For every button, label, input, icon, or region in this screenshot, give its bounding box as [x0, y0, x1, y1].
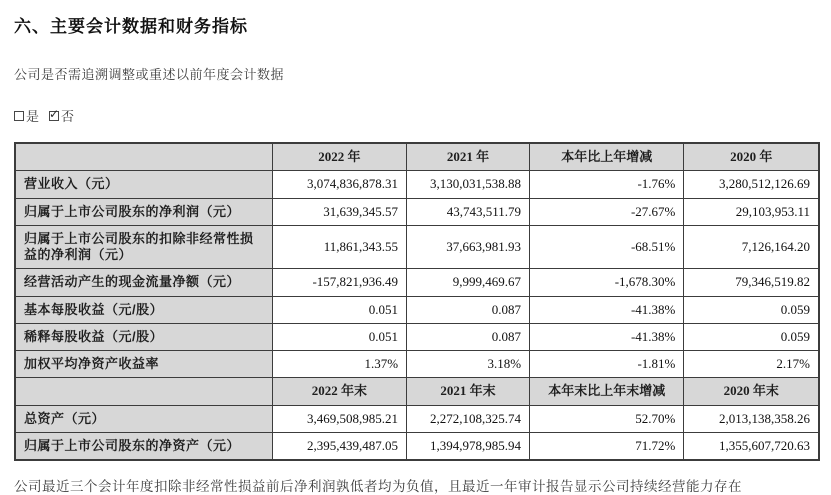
value-change: -1.76% [530, 171, 684, 198]
table-row [15, 296, 819, 323]
value-2021: 3.18% [407, 351, 530, 378]
value-2022: 31,639,345.57 [272, 198, 406, 225]
value-2021: 0.087 [407, 323, 530, 350]
value-2021: 2,272,108,325.74 [407, 405, 530, 432]
value-2022: 0.051 [272, 323, 406, 350]
value-change: 52.70% [530, 405, 684, 432]
value-2020: 0.059 [684, 296, 819, 323]
table-header-row-annual [15, 143, 819, 171]
value-2021: 3,130,031,538.88 [407, 171, 530, 198]
header-blank [15, 143, 272, 171]
financial-indicators-table [14, 142, 820, 461]
value-2020: 0.059 [684, 323, 819, 350]
value-2022: 3,469,508,985.21 [272, 405, 406, 432]
header-2021-end: 2021 年末 [407, 378, 530, 405]
table-row [15, 405, 819, 432]
table-row [15, 269, 819, 296]
row-label: 经营活动产生的现金流量净额（元） [15, 269, 272, 296]
value-2022: -157,821,936.49 [272, 269, 406, 296]
value-change: -1.81% [530, 351, 684, 378]
header-2022: 2022 年 [272, 143, 406, 171]
table-row [15, 323, 819, 350]
value-2022: 11,861,343.55 [272, 225, 406, 269]
row-label: 稀释每股收益（元/股） [15, 323, 272, 350]
header-2020: 2020 年 [684, 143, 819, 171]
value-2020: 2,013,138,358.26 [684, 405, 819, 432]
table-row [15, 171, 819, 198]
footnote-text: 公司最近三个会计年度扣除非经常性损益前后净利润孰低者均为负值，且最近一年审计报告显示公司持续经营能力存在 [14, 479, 742, 494]
header-2022-end: 2022 年末 [272, 378, 406, 405]
value-2021: 1,394,978,985.94 [407, 432, 530, 460]
checkbox-no-label: 否 [61, 109, 75, 124]
value-2021: 43,743,511.79 [407, 198, 530, 225]
value-2021: 0.087 [407, 296, 530, 323]
value-change: -41.38% [530, 296, 684, 323]
checkbox-unchecked-icon [14, 111, 24, 121]
section-title: 六、主要会计数据和财务指标 [14, 17, 248, 36]
value-2021: 9,999,469.67 [407, 269, 530, 296]
value-2022: 1.37% [272, 351, 406, 378]
row-label: 加权平均净资产收益率 [15, 351, 272, 378]
restatement-question: 公司是否需追溯调整或重述以前年度会计数据 [14, 67, 285, 82]
header-yoy-change: 本年比上年增减 [530, 143, 684, 171]
table-row [15, 198, 819, 225]
checkbox-yes [14, 106, 39, 125]
restatement-answer [14, 106, 820, 125]
header-blank [15, 378, 272, 405]
table-row [15, 432, 819, 460]
row-label: 营业收入（元） [15, 171, 272, 198]
value-2020: 7,126,164.20 [684, 225, 819, 269]
value-change: -68.51% [530, 225, 684, 269]
value-2020: 29,103,953.11 [684, 198, 819, 225]
header-2020-end: 2020 年末 [684, 378, 819, 405]
value-2020: 79,346,519.82 [684, 269, 819, 296]
value-2021: 37,663,981.93 [407, 225, 530, 269]
value-2020: 3,280,512,126.69 [684, 171, 819, 198]
value-2022: 2,395,439,487.05 [272, 432, 406, 460]
value-2020: 1,355,607,720.63 [684, 432, 819, 460]
value-2020: 2.17% [684, 351, 819, 378]
value-change: 71.72% [530, 432, 684, 460]
row-label: 归属于上市公司股东的扣除非经常性损益的净利润（元） [15, 225, 272, 269]
value-change: -1,678.30% [530, 269, 684, 296]
row-label: 归属于上市公司股东的净利润（元） [15, 198, 272, 225]
checkbox-checked-icon [49, 111, 59, 121]
header-yearend-change: 本年末比上年末增减 [530, 378, 684, 405]
value-change: -27.67% [530, 198, 684, 225]
row-label: 总资产（元） [15, 405, 272, 432]
row-label: 归属于上市公司股东的净资产（元） [15, 432, 272, 460]
value-2022: 3,074,836,878.31 [272, 171, 406, 198]
value-change: -41.38% [530, 323, 684, 350]
table-header-row-yearend [15, 378, 819, 405]
checkbox-no [49, 106, 74, 125]
table-row [15, 351, 819, 378]
row-label: 基本每股收益（元/股） [15, 296, 272, 323]
checkbox-yes-label: 是 [26, 109, 40, 124]
table-row [15, 225, 819, 269]
value-2022: 0.051 [272, 296, 406, 323]
header-2021: 2021 年 [407, 143, 530, 171]
